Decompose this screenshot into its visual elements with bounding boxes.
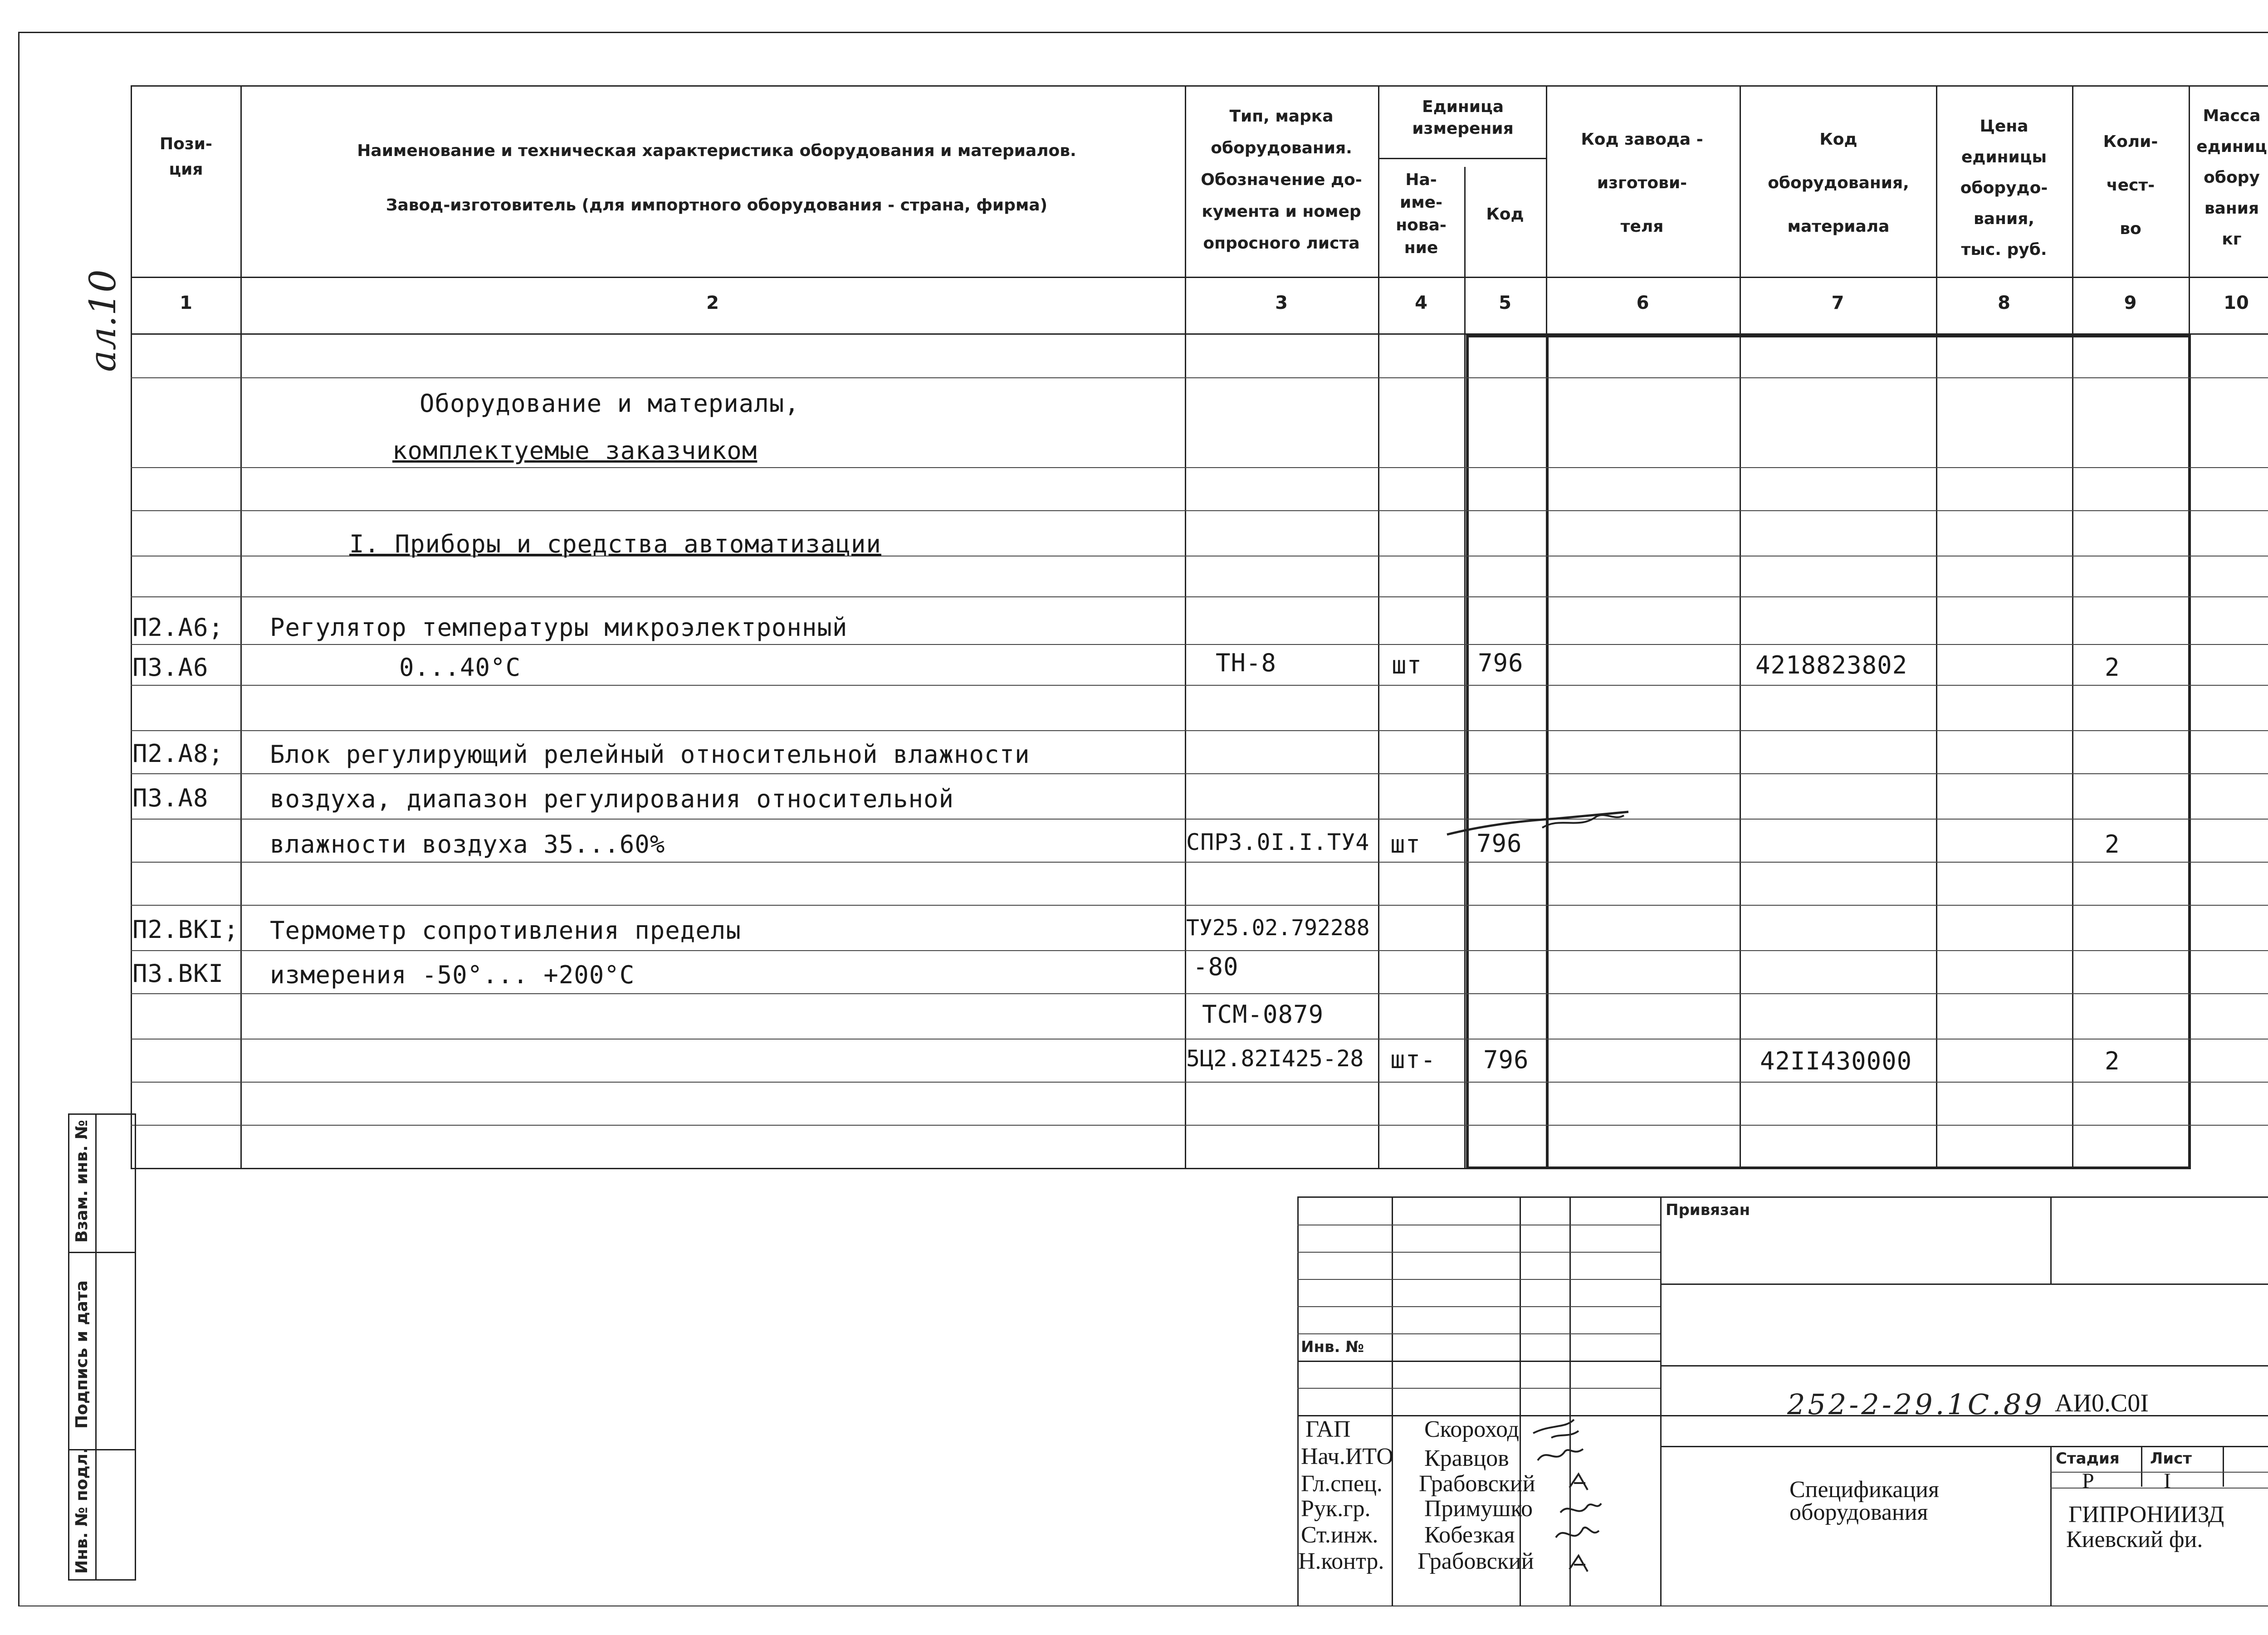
- grid-line: [131, 862, 2268, 863]
- tb-inv-label: Инв. №: [1301, 1338, 1364, 1356]
- row-quantity: 2: [2105, 830, 2120, 859]
- row-equipment-code: 4218823802: [1755, 651, 1908, 679]
- tb-role: Ст.инж.: [1301, 1522, 1378, 1548]
- header-name-line2: Завод-изготовитель (для импортного оборудования - страна, фирма): [386, 196, 1048, 215]
- grid-line: [131, 950, 2268, 951]
- tb-mid-line: [1660, 1446, 2268, 1447]
- row-quantity: 2: [2105, 653, 2120, 682]
- highlight-block: [1466, 335, 2191, 1169]
- grid-line: [131, 644, 2268, 645]
- grid-line: [131, 377, 2268, 378]
- col-number-4: 4: [1415, 293, 1427, 313]
- grid-line: [131, 1039, 2268, 1040]
- grid-line: [131, 685, 2268, 686]
- tb-stage-divider: [2050, 1446, 2052, 1606]
- header-quantity: Коли- чест- во: [2103, 132, 2158, 238]
- col45-group-line: [1378, 158, 1546, 159]
- row-type: 5Ц2.82I425-28: [1186, 1045, 1364, 1072]
- tb-doc-code: 252-2-29.1С.89: [1787, 1388, 2045, 1421]
- table-header-bottom: [131, 277, 2268, 278]
- grid-line: [131, 993, 2268, 994]
- side-stamp-signature: Подпись и дата: [73, 1280, 91, 1429]
- tb-mid-line: [1660, 1365, 2268, 1367]
- tb-role-name: Кобезкая: [1424, 1522, 1515, 1548]
- tb-col-line: [1520, 1196, 1521, 1606]
- tb-left-line: [1297, 1196, 1299, 1606]
- tb-doc-sheet: АИ0.С0I: [2055, 1389, 2149, 1417]
- row-name: Блок регулирующий релейный относительной влажности: [270, 740, 1030, 769]
- row-position: П3.А8: [132, 784, 209, 812]
- header-price: Цена единицы оборудо- вания, тыс. руб.: [1960, 117, 2048, 259]
- row-unit-code: 796: [1478, 649, 1524, 677]
- row-type: ТУ25.02.792288: [1186, 915, 1370, 941]
- tb-grid-line: [1297, 1333, 1660, 1334]
- header-equipment-code: Код оборудования, материала: [1768, 130, 1909, 236]
- tb-sheet-label: Лист: [2150, 1450, 2192, 1468]
- tb-top-line: [1297, 1196, 2268, 1198]
- grid-line: [131, 905, 2268, 906]
- col-number-1: 1: [180, 293, 192, 313]
- header-type: Тип, марка оборудования. Обозначение до- кумента и номер опросного листа: [1201, 107, 1362, 253]
- tb-role-name: Грабовский: [1419, 1471, 1535, 1497]
- header-unit-group: Единица измерения: [1412, 98, 1514, 138]
- tb-role-name: Грабовский: [1418, 1548, 1534, 1574]
- row-type: ТСМ-0879: [1202, 1000, 1324, 1029]
- col-number-9: 9: [2124, 293, 2137, 313]
- col-line-1: [240, 85, 242, 1169]
- side-stamp-inv-podl: Инв. № подл.: [73, 1447, 91, 1574]
- grid-line: [131, 1082, 2268, 1083]
- row-position: П3.А6: [132, 653, 209, 682]
- row-name: 0...40°С: [399, 653, 521, 682]
- tb-col-line: [1392, 1196, 1393, 1606]
- grid-line: [131, 510, 2268, 511]
- col-number-5: 5: [1499, 293, 1511, 313]
- signature-scribbles: [1524, 1415, 1651, 1587]
- tb-sheet-divider: [2141, 1446, 2142, 1487]
- row-type: ТН-8: [1216, 649, 1277, 677]
- tb-title-line1: Спецификация: [1789, 1477, 1939, 1503]
- row-equipment-code: 42II430000: [1760, 1047, 1912, 1075]
- col-line-4: [1464, 167, 1466, 1169]
- highlight-divider: [1546, 335, 1549, 1169]
- side-stamp-divider: [95, 1113, 97, 1581]
- tb-role: Гл.спец.: [1301, 1471, 1383, 1497]
- row-position: П2.А8;: [132, 739, 224, 768]
- page-top-border: [18, 32, 2268, 33]
- tb-grid-line: [1297, 1279, 1660, 1280]
- side-stamp-line: [68, 1252, 136, 1253]
- margin-mark: ал.10: [82, 269, 124, 372]
- tb-role: Рук.гр.: [1301, 1496, 1371, 1522]
- grid-line: [131, 1125, 2268, 1126]
- row-position: П2.ВКI;: [132, 915, 239, 944]
- grid-line: [131, 773, 2268, 774]
- col-number-10: 10: [2224, 293, 2249, 313]
- row-name: воздуха, диапазон регулирования относительной: [270, 785, 954, 813]
- row-unit: шт: [1390, 830, 1421, 859]
- page-left-border: [18, 32, 20, 1606]
- tb-grid-line: [1297, 1252, 1660, 1253]
- tb-role: Н.контр.: [1298, 1548, 1384, 1574]
- grid-line: [131, 596, 2268, 597]
- tb-role-name: Скороход: [1424, 1416, 1519, 1442]
- section-subtitle: I. Приборы и средства автоматизации: [349, 530, 881, 558]
- row-name: влажности воздуха 35...60%: [270, 830, 665, 859]
- row-quantity: 2: [2105, 1047, 2120, 1075]
- header-name-line1: Наименование и техническая характеристика оборудования и материалов.: [357, 142, 1076, 160]
- header-factory-code: Код завода - изготови- теля: [1581, 130, 1703, 236]
- row-name: Термометр сопротивления пределы: [270, 916, 741, 945]
- header-position: Пози- ция: [160, 135, 212, 179]
- tb-mid-line: [1660, 1284, 2268, 1285]
- tb-grid-line: [1297, 1388, 1660, 1389]
- tb-privyazan-label: Привязан: [1666, 1201, 1750, 1219]
- tb-role: Нач.ИТО: [1301, 1444, 1393, 1469]
- tb-sheet-divider: [2223, 1446, 2224, 1487]
- tb-role-name: Кравцов: [1424, 1445, 1509, 1471]
- col-number-7: 7: [1831, 293, 1844, 313]
- tb-stage-value: Р: [2082, 1469, 2094, 1493]
- tb-sheet-value: I: [2164, 1469, 2171, 1493]
- col-number-2: 2: [706, 293, 719, 313]
- tb-col-line: [1660, 1196, 1662, 1606]
- tb-grid-line: [1297, 1361, 1660, 1362]
- row-unit: шт-: [1390, 1045, 1436, 1074]
- side-stamp-replacement: Взам. инв. №: [73, 1120, 91, 1243]
- header-unit-name: На- име- нова- ние: [1396, 171, 1447, 257]
- tb-role-name: Примушко: [1424, 1496, 1533, 1522]
- tb-title-line2: оборудования: [1789, 1499, 1928, 1525]
- col-number-6: 6: [1636, 293, 1649, 313]
- col-number-3: 3: [1275, 293, 1288, 313]
- tb-grid-line: [1297, 1306, 1660, 1307]
- tb-role: ГАП: [1305, 1416, 1351, 1442]
- col-line-0: [131, 85, 132, 1169]
- scribble-mark: [1442, 803, 1633, 844]
- row-position: П3.ВКI: [132, 959, 224, 988]
- row-type: СПР3.0I.I.ТУ4: [1186, 829, 1370, 855]
- grid-line: [131, 467, 2268, 468]
- grid-line: [131, 819, 2268, 820]
- section-title-line2: комплектуемые заказчиком: [392, 436, 758, 465]
- table-top-line: [131, 85, 2268, 87]
- header-unit-code: Код: [1486, 205, 1524, 224]
- row-name: Регулятор температуры микроэлектронный: [270, 613, 848, 642]
- section-title-line1: Оборудование и материалы,: [420, 389, 800, 418]
- header-mass: Масса единиц обору вания кг: [2196, 107, 2267, 249]
- col-number-8: 8: [1998, 293, 2010, 313]
- row-name: измерения -50°... +200°С: [270, 961, 635, 989]
- row-position: П2.А6;: [132, 613, 224, 642]
- row-unit-code: 796: [1476, 829, 1522, 858]
- tb-organization: ГИПРОНИИЗД: [2068, 1502, 2224, 1528]
- tb-privyazan-divider: [2050, 1196, 2052, 1284]
- grid-line: [131, 730, 2268, 731]
- row-unit-code: 796: [1483, 1045, 1529, 1074]
- tb-organization-branch: Киевский фи.: [2066, 1527, 2203, 1552]
- tb-stage-label: Стадия: [2056, 1450, 2120, 1468]
- row-type: -80: [1193, 952, 1239, 981]
- row-unit: шт: [1392, 651, 1422, 679]
- col-line-2: [1185, 85, 1186, 1169]
